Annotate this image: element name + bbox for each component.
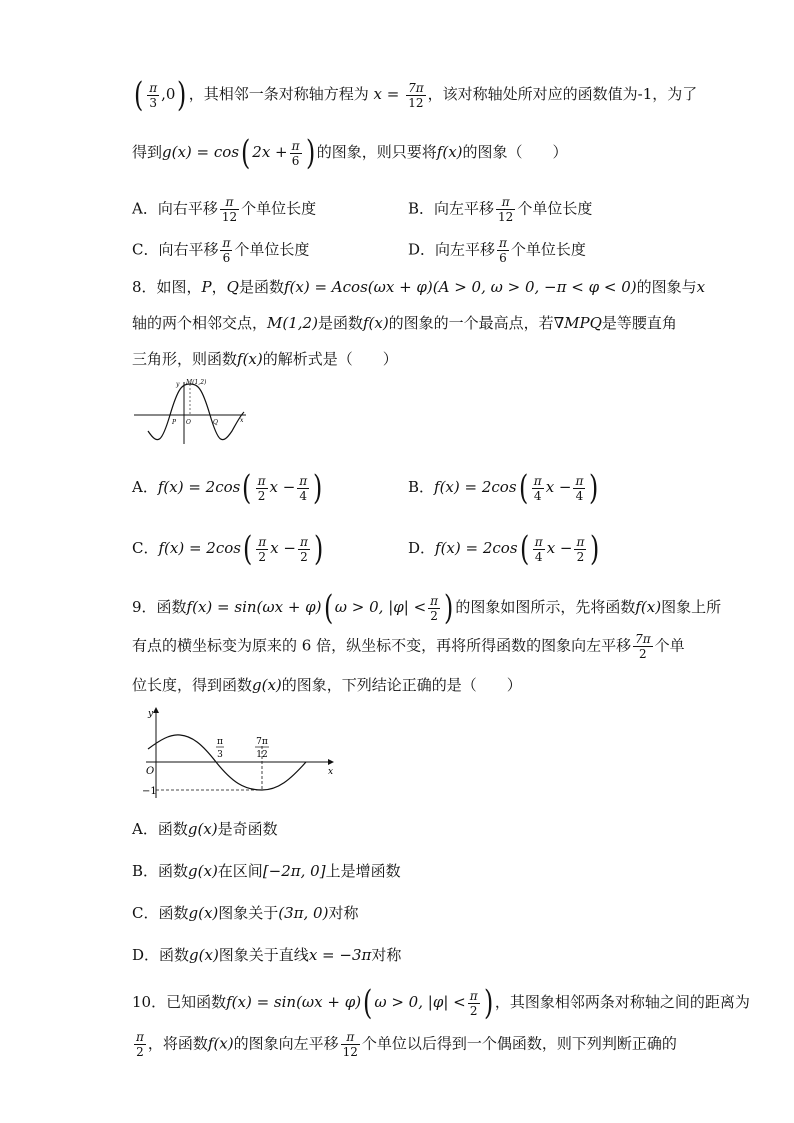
q9-x-arrow [328,759,334,765]
q8-label-o: O [186,419,191,426]
q9-line-3: 位长度，得到函数g(x)的图象，下列结论正确的是（ ） [132,676,522,694]
q7-option-b[interactable]: B．向左平移 $\frac{\pi}{12}$ 个单位长度 [408,195,593,224]
q8-label-q: Q [213,419,218,426]
q9-line-2: 有点的横坐标变为原来的 6 倍，纵坐标不变，再将所得函数的图象向左平移 $\frac{7\pi}{2}$ 个单 [132,632,685,661]
q9-tick2-num: 7π [256,737,268,747]
q8-label-x: x [240,417,244,424]
q9-option-a[interactable]: A．函数g(x)是奇函数 [132,820,278,838]
q9-label-x: x [328,767,334,777]
q9-tick1-den: 3 [217,750,223,760]
q9-option-c[interactable]: C．函数g(x)图象关于(3π, 0)对称 [132,904,359,922]
q8-curve [148,384,244,440]
q7-line-2: 得到g(x) = cos( 2x + $\frac{\pi}{6}$ ) 的图象，则只要将f(x)的图象（ ） [132,133,568,173]
q8-line-3: 三角形，则函数f(x)的解析式是（ ） [132,350,398,368]
q10-line-2: $\frac{\pi}{2}$ ，将函数f(x)的图象向左平移 $\frac{\pi}{12}$ 个单位以后得到一个偶函数，则下列判断正确的 [136,1030,677,1059]
q8-option-c[interactable]: C．f(x) = 2cos( $\frac{\pi}{2}$ x − $\frac{\pi}{2}$ ) [132,529,324,569]
q9-label-m1: −1 [142,786,157,797]
q8-option-d[interactable]: D．f(x) = 2cos( $\frac{\pi}{4}$ x − $\frac{\pi}{2}$ ) [408,529,600,569]
q9-line-1: 9．函数f(x) = sin(ωx + φ)( ω > 0, |φ| < $\frac{\pi}{2}$ ) 的图象如图所示，先将函数f(x)图象上所 [132,588,722,628]
q8-option-b[interactable]: B．f(x) = 2cos( $\frac{\pi}{4}$ x − $\frac{\pi}{4}$ ) [408,468,599,508]
q8-label-m: M(1,2) [186,379,207,386]
q9-option-b[interactable]: B．函数g(x)在区间[−2π, 0]上是增函数 [132,862,401,880]
q9-tick1-num: π [217,737,223,747]
q7-option-a[interactable]: A．向右平移 $\frac{\pi}{12}$ 个单位长度 [132,195,317,224]
q9-figure [140,704,340,800]
q7-line-1: ( $\frac{\pi}{3}$ ,0) ，其相邻一条对称轴方程为 x = $\frac{7\pi}{12}$ ，该对称轴处所对应的函数值为-1，为了 [133,75,698,115]
q9-tick2-den: 12 [256,750,268,760]
q9-label-y: y [148,709,154,719]
q8-option-a[interactable]: A．f(x) = 2cos( $\frac{\pi}{2}$ x − $\frac{\pi}{4}$ ) [132,468,323,508]
q8-figure [132,378,248,446]
q8-label-p: P [172,419,177,426]
q10-line-1: 10．已知函数f(x) = sin(ωx + φ)( ω > 0, |φ| < $\frac{\pi}{2}$ ) ，其图象相邻两条对称轴之间的距离为 [132,983,750,1023]
q8-line-1: 8．如图，P，Q是函数f(x) = Acos(ωx + φ)(A > 0, ω > 0, −π < φ < 0)的图象与x [132,278,706,296]
q7-option-c[interactable]: C．向右平移 $\frac{\pi}{6}$ 个单位长度 [132,236,310,265]
q7-option-d[interactable]: D．向左平移 $\frac{\pi}{6}$ 个单位长度 [408,236,586,265]
q8-line-2: 轴的两个相邻交点，M(1,2)是函数f(x)的图象的一个最高点，若∇MPQ是等腰直角 [132,314,677,332]
q9-label-o: O [146,766,155,777]
q9-y-arrow [153,707,159,713]
q9-option-d[interactable]: D．函数g(x)图象关于直线x = −3π对称 [132,946,402,964]
q8-label-y: y [176,381,180,388]
